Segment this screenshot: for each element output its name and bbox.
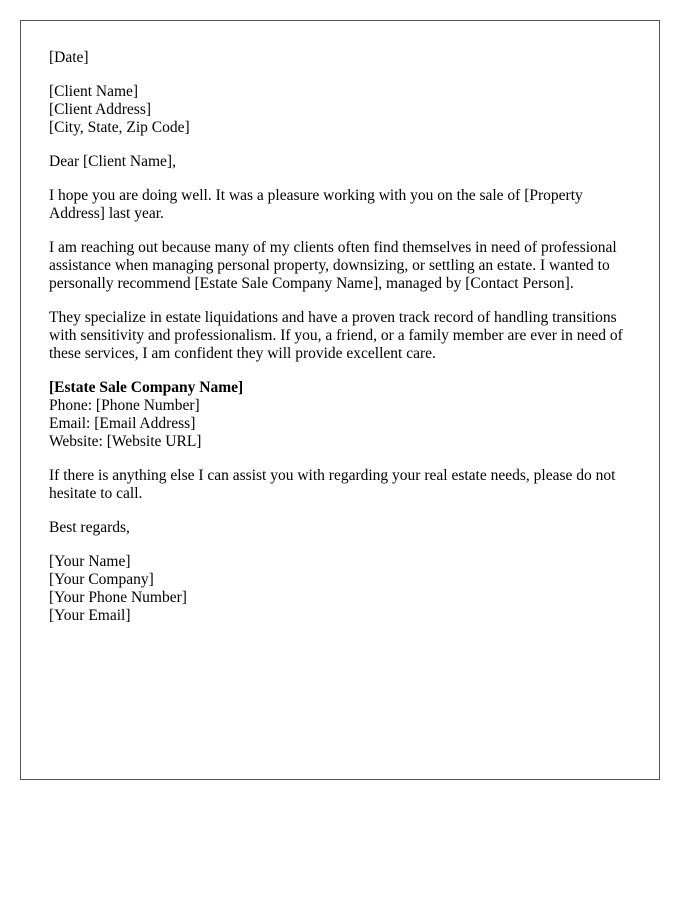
company-contact-block: [49, 379, 631, 451]
company-phone: Phone: [Phone Number]: [49, 397, 200, 414]
closing-block: [49, 519, 631, 537]
company-website: Website: [Website URL]: [49, 433, 202, 450]
signature-email: [Your Email]: [49, 607, 131, 624]
body-paragraph-3: They specialize in estate liquidations and have a proven track record of handling transitions with sensitivity and professionalism. If you, a friend, or a family member are ever in need of these services, I am confident they will provide excellent care.: [49, 309, 623, 362]
company-name: [Estate Sale Company Name]: [49, 379, 244, 396]
recipient-name: [Client Name]: [49, 83, 139, 100]
company-email: Email: [Email Address]: [49, 415, 196, 432]
letter-date-block: [49, 49, 631, 67]
recipient-address: [Client Address]: [49, 101, 152, 118]
salutation: Dear [Client Name],: [49, 153, 176, 170]
body-paragraph-1: I hope you are doing well. It was a pleasure working with you on the sale of [Property Address] last year.: [49, 187, 583, 222]
signature-phone: [Your Phone Number]: [49, 589, 187, 606]
closing-paragraph: If there is anything else I can assist you with regarding your real estate needs, please do not hesitate to call.: [49, 467, 616, 502]
body-paragraph-2: I am reaching out because many of my clients often find themselves in need of professional assistance when managing personal property, downsizing, or settling an estate. I wanted to personally recommend [Estate Sale Company Name], managed by [Contact Person].: [49, 239, 617, 292]
signature-block: [49, 553, 631, 625]
recipient-city-state-zip: [City, State, Zip Code]: [49, 119, 190, 136]
signature-company: [Your Company]: [49, 571, 154, 588]
salutation-block: [49, 153, 631, 171]
letter-page: [20, 20, 660, 780]
recipient-address-block: [49, 83, 631, 137]
signature-name: [Your Name]: [49, 553, 131, 570]
closing: Best regards,: [49, 519, 130, 536]
letter-date: [Date]: [49, 49, 89, 66]
